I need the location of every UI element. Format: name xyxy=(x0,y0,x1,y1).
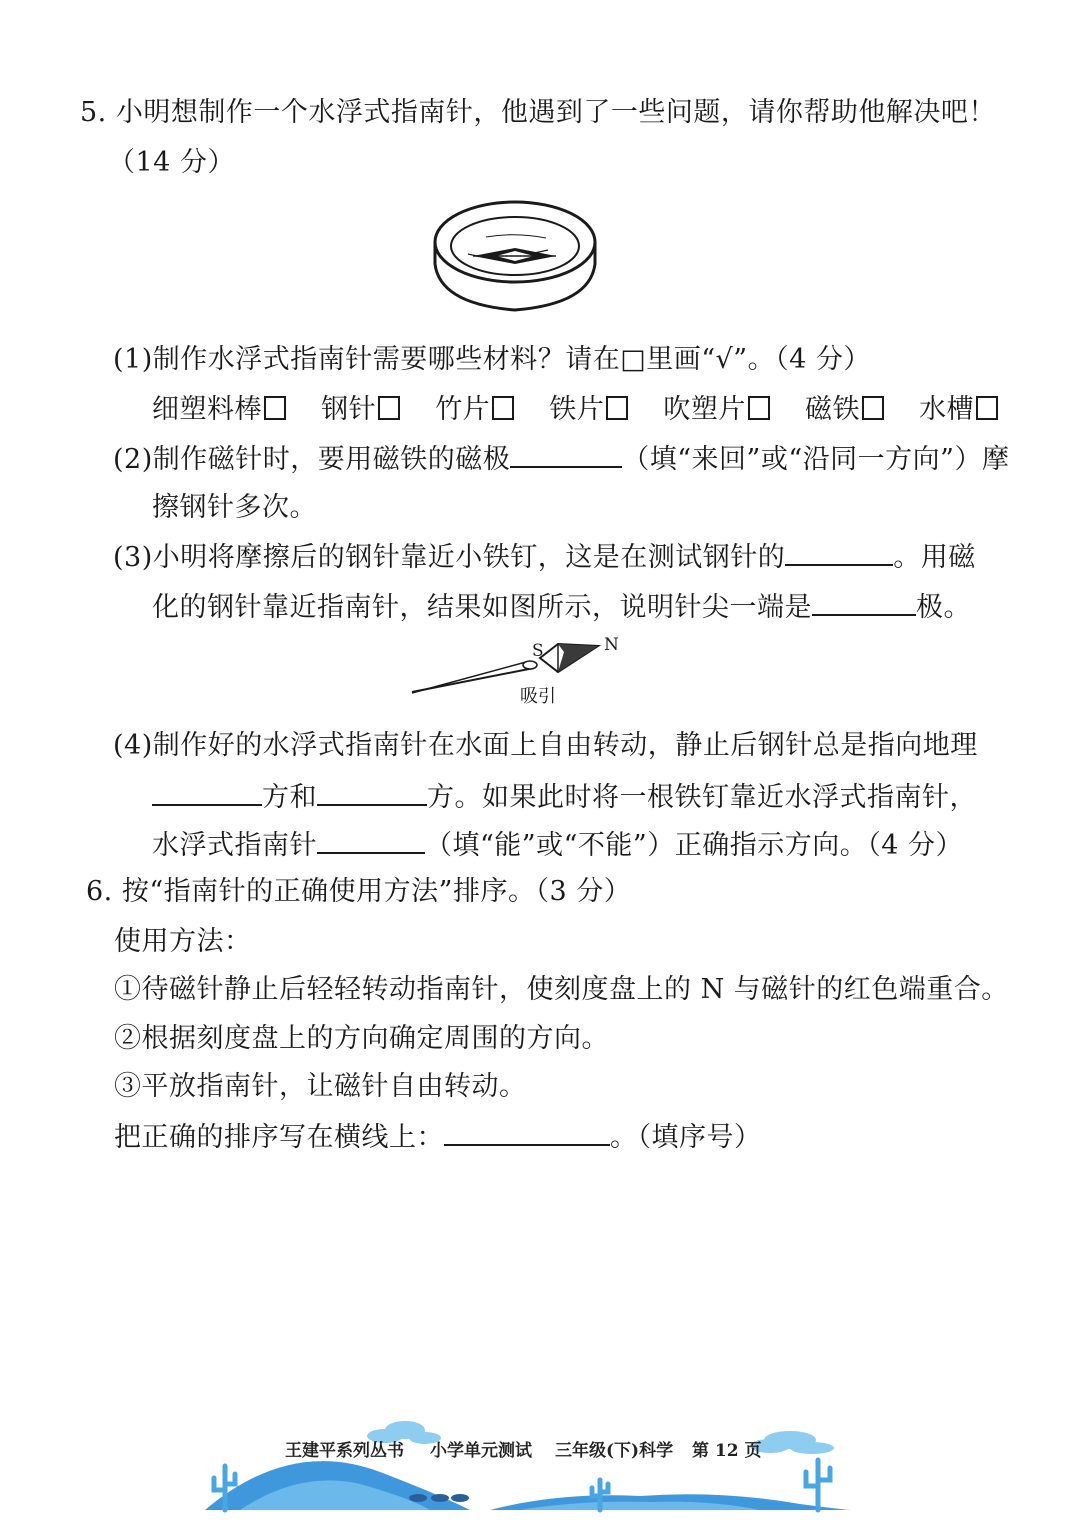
checkbox-magnet[interactable] xyxy=(862,396,884,420)
q5-sub3-text-a: (3)小明将摩擦后的钢针靠近小铁钉，这是在测试钢针的 xyxy=(113,542,786,573)
material-item xyxy=(663,394,770,425)
cactus-icon xyxy=(806,1460,830,1510)
material-item xyxy=(919,394,998,425)
q5-title: 5. 小明想制作一个水浮式指南针，他遇到了一些问题，请你帮助他解决吧！ xyxy=(80,97,996,128)
material-item xyxy=(805,394,884,425)
q6-method-label: 使用方法： xyxy=(114,926,252,957)
footer-page: 第 12 页 xyxy=(692,1441,762,1461)
q5-sub3-line2 xyxy=(152,588,971,626)
q5-score: （14 分） xyxy=(108,147,235,178)
material-label: 钢针 xyxy=(321,394,377,425)
q5-sub4-line2 xyxy=(152,778,977,816)
footer-decoration xyxy=(0,1400,1080,1523)
material-label: 铁片 xyxy=(549,394,605,425)
q6-step-1: ①待磁针静止后轻轻转动指南针，使刻度盘上的 N 与磁针的红色端重合。 xyxy=(114,974,1009,1005)
checkbox-foam-sheet[interactable] xyxy=(748,396,770,420)
q6-answer-line xyxy=(114,1118,762,1156)
material-item xyxy=(321,394,400,425)
q5-sub4-text-a: 方和 xyxy=(262,782,317,813)
answer-blank-direction-2[interactable] xyxy=(317,778,427,806)
footer-series: 王建平系列丛书 xyxy=(285,1441,404,1461)
material-label: 吹塑片 xyxy=(663,394,746,425)
footer-grade: 三年级(下)科学 xyxy=(555,1441,674,1461)
attraction-caption: 吸引 xyxy=(520,686,556,707)
pole-n-label: N xyxy=(604,635,619,655)
answer-blank-magnet-direction[interactable] xyxy=(510,440,622,468)
footer-book: 小学单元测试 xyxy=(430,1441,532,1461)
cloud-icon xyxy=(750,1431,834,1454)
pole-s-label: S xyxy=(532,641,544,661)
answer-blank-pole[interactable] xyxy=(812,588,916,616)
answer-blank-order[interactable] xyxy=(444,1118,610,1146)
q6-step-2: ②根据刻度盘上的方向确定周围的方向。 xyxy=(114,1023,609,1054)
checkbox-bamboo-slice[interactable] xyxy=(492,396,514,420)
q5-sub2-line1 xyxy=(113,440,1009,478)
q5-sub4-text-c: 水浮式指南针 xyxy=(152,830,317,861)
answer-blank-property[interactable] xyxy=(785,538,893,566)
q6-title: 6. 按“指南针的正确使用方法”排序。（3 分） xyxy=(86,876,632,907)
q5-sub4-line3 xyxy=(152,826,963,864)
q6-answer-text-a: 把正确的排序写在横线上： xyxy=(114,1122,444,1153)
answer-blank-can-or-cannot[interactable] xyxy=(317,826,425,854)
material-item xyxy=(435,394,514,425)
q5-sub1-prompt: (1)制作水浮式指南针需要哪些材料？请在□里画“√”。（4 分） xyxy=(113,344,871,375)
q5-sub3-line1 xyxy=(113,538,976,576)
q5-sub4-text-b: 方。如果此时将一根铁钉靠近水浮式指南针， xyxy=(427,782,977,813)
needle-attraction-figure xyxy=(408,632,628,712)
q5-sub2-line2: 擦钢针多次。 xyxy=(152,492,317,523)
q5-sub4-text-d: （填“能”或“不能”）正确指示方向。（4 分） xyxy=(425,830,963,861)
material-label: 细塑料棒 xyxy=(152,394,262,425)
q5-sub3-text-d: 极。 xyxy=(916,592,971,623)
checkbox-water-tank[interactable] xyxy=(976,396,998,420)
material-item xyxy=(549,394,628,425)
camel-caravan-icon xyxy=(409,1494,469,1502)
water-basin-illustration xyxy=(428,192,603,322)
q5-sub2-text-b: （填“来回”或“沿同一方向”）摩 xyxy=(622,444,1010,475)
q5-sub4-line1: (4)制作好的水浮式指南针在水面上自由转动，静止后钢针总是指向地理 xyxy=(113,730,978,761)
q5-sub3-text-b: 。用磁 xyxy=(893,542,976,573)
q5-sub2-text-a: (2)制作磁针时，要用磁铁的磁极 xyxy=(113,444,511,475)
q5-sub3-text-c: 化的钢针靠近指南针，结果如图所示，说明针尖一端是 xyxy=(152,592,812,623)
q6-answer-text-b: 。（填序号） xyxy=(610,1122,762,1153)
checkbox-slender-plastic-rod[interactable] xyxy=(264,396,286,420)
material-item xyxy=(152,394,286,425)
materials-list xyxy=(152,392,998,428)
material-label: 水槽 xyxy=(919,394,975,425)
q6-step-3: ③平放指南针，让磁针自由转动。 xyxy=(114,1071,527,1102)
answer-blank-direction-1[interactable] xyxy=(152,778,262,806)
material-label: 竹片 xyxy=(435,394,491,425)
checkbox-iron-sheet[interactable] xyxy=(606,396,628,420)
checkbox-steel-needle[interactable] xyxy=(378,396,400,420)
material-label: 磁铁 xyxy=(804,394,860,425)
